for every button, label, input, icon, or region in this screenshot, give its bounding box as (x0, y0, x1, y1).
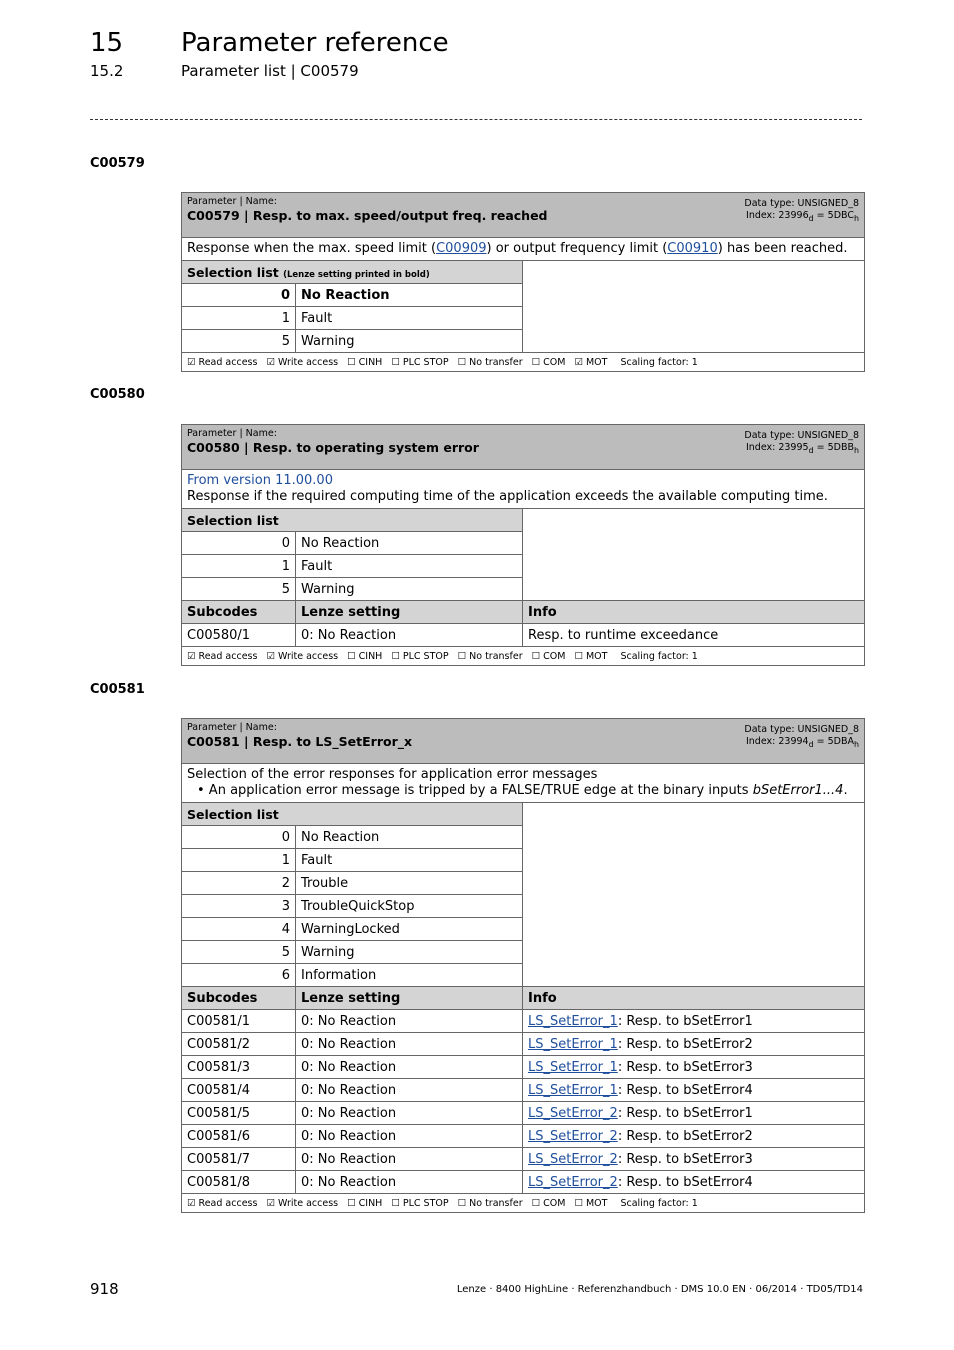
subcode: C00581/5 (182, 1102, 296, 1125)
selection-value: 1 (182, 849, 296, 872)
param-name-label: Parameter | Name: (187, 196, 277, 207)
selection-label: Fault (296, 555, 523, 578)
lenze-setting: 0: No Reaction (296, 1102, 523, 1125)
subcodes-header: Subcodes Lenze setting Info (182, 601, 865, 624)
subcode: C00581/3 (182, 1056, 296, 1079)
empty-cell (523, 803, 865, 987)
subcode: C00581/1 (182, 1010, 296, 1033)
param-description: Selection of the error responses for application error messages • An application error message is tripped by a FALSE/TRUE edge at the binary inputs bSetError1...4. (182, 764, 865, 803)
lenze-setting: 0: No Reaction (296, 1148, 523, 1171)
subcode-row (182, 1125, 865, 1148)
subcode: C00581/7 (182, 1148, 296, 1171)
subcode: C00581/8 (182, 1171, 296, 1194)
subcode: C00581/2 (182, 1033, 296, 1056)
chapter-number: 15 (90, 28, 124, 58)
subcode: C00580/1 (182, 624, 296, 647)
selection-value: 1 (182, 307, 296, 330)
index-hex: 5DBC (827, 210, 854, 221)
empty-cell (523, 261, 865, 353)
selection-note: (Lenze setting printed in bold) (283, 269, 430, 280)
param-name: C00579 | Resp. to max. speed/output freq. reached (187, 208, 548, 223)
access-footer: ☑ Read access ☑ Write access ☐ CINH ☐ PLC STOP ☐ No transfer ☐ COM ☐ MOT Scaling factor: 1 (182, 647, 865, 666)
chapter-title: Parameter reference (181, 28, 449, 58)
selection-label: TroubleQuickStop (296, 895, 523, 918)
selection-label: Fault (296, 849, 523, 872)
param-header (182, 193, 865, 238)
param-name-label: Parameter | Name: (187, 428, 277, 439)
description-bullet: • An application error message is tripped by a FALSE/TRUE edge at the binary inputs bSetError1...4. (197, 783, 848, 798)
selection-label: Warning (296, 941, 523, 964)
lenze-setting: 0: No Reaction (296, 1010, 523, 1033)
param-header (182, 425, 865, 470)
subcode-info: LS_SetError_2: Resp. to bSetError2 (523, 1125, 865, 1148)
selection-label: WarningLocked (296, 918, 523, 941)
selection-value: 3 (182, 895, 296, 918)
selection-list-header: Selection list (182, 803, 523, 826)
selection-label: Information (296, 964, 523, 987)
subcode-info: LS_SetError_2: Resp. to bSetError3 (523, 1148, 865, 1171)
selection-list-header: Selection list (Lenze setting printed in bold) (182, 261, 523, 284)
subcode: C00581/4 (182, 1079, 296, 1102)
selection-label: Trouble (296, 872, 523, 895)
ls-seterror-link[interactable]: LS_SetError_1 (528, 1082, 618, 1098)
selection-label: No Reaction (296, 826, 523, 849)
ls-seterror-link[interactable]: LS_SetError_2 (528, 1105, 618, 1121)
subcode-info: LS_SetError_1: Resp. to bSetError2 (523, 1033, 865, 1056)
data-type-info: Data type: UNSIGNED_8 Index: $23995_d = 5DBB_h$ (744, 430, 860, 455)
section-number: 15.2 (90, 62, 124, 80)
lenze-setting: 0: No Reaction (296, 1033, 523, 1056)
param-heading: C00580 (90, 387, 145, 402)
empty-cell (523, 509, 865, 601)
index-hex: 5DBA (827, 736, 855, 747)
ls-seterror-link[interactable]: LS_SetError_1 (528, 1036, 618, 1052)
link-c00909[interactable]: C00909 (436, 241, 487, 256)
access-footer: ☑ Read access ☑ Write access ☐ CINH ☐ PLC STOP ☐ No transfer ☐ COM ☐ MOT Scaling factor: 1 (182, 1194, 865, 1213)
subcode-info: Resp. to runtime exceedance (523, 624, 865, 647)
param-heading: C00581 (90, 682, 145, 697)
selection-value: 6 (182, 964, 296, 987)
selection-label: Fault (296, 307, 523, 330)
selection-value: 4 (182, 918, 296, 941)
param-description: From version 11.00.00 Response if the required computing time of the application exceeds the available computing time. (182, 470, 865, 509)
selection-value: 0 (182, 826, 296, 849)
selection-value: 5 (182, 330, 296, 353)
ls-seterror-link[interactable]: LS_SetError_1 (528, 1013, 618, 1029)
document-footer: Lenze · 8400 HighLine · Referenzhandbuch · DMS 10.0 EN · 06/2014 · TD05/TD14 (456, 1284, 863, 1295)
lenze-setting: 0: No Reaction (296, 1171, 523, 1194)
page-number: 918 (90, 1280, 119, 1298)
selection-label: No Reaction (296, 532, 523, 555)
param-table-c00579 (181, 192, 865, 372)
lenze-setting: 0: No Reaction (296, 1056, 523, 1079)
subcode-row (182, 624, 865, 647)
subcode-row (182, 1102, 865, 1125)
data-type-info: Data type: UNSIGNED_8 Index: $23994_d = 5DBA_h$ (744, 724, 860, 749)
lenze-setting: 0: No Reaction (296, 1125, 523, 1148)
param-table-c00581 (181, 718, 865, 1213)
param-heading: C00579 (90, 156, 145, 171)
selection-list-header: Selection list (182, 509, 523, 532)
subcodes-header: Subcodes Lenze setting Info (182, 987, 865, 1010)
index-decimal: 23996 (778, 210, 809, 221)
selection-value: 0 (182, 284, 296, 307)
ls-seterror-link[interactable]: LS_SetError_2 (528, 1174, 618, 1190)
subcode-info: LS_SetError_1: Resp. to bSetError1 (523, 1010, 865, 1033)
selection-value: 5 (182, 578, 296, 601)
subcode-info: LS_SetError_2: Resp. to bSetError1 (523, 1102, 865, 1125)
ls-seterror-link[interactable]: LS_SetError_2 (528, 1128, 618, 1144)
subcode-row (182, 1148, 865, 1171)
version-note: From version 11.00.00 (187, 473, 333, 488)
subcode-info: LS_SetError_1: Resp. to bSetError4 (523, 1079, 865, 1102)
param-description: Response when the max. speed limit (C00909) or output frequency limit (C00910) has been reached. (182, 238, 865, 261)
subcode-row (182, 1010, 865, 1033)
subcode-row (182, 1079, 865, 1102)
param-name: C00580 | Resp. to operating system error (187, 440, 479, 455)
selection-label: Warning (296, 578, 523, 601)
ls-seterror-link[interactable]: LS_SetError_1 (528, 1059, 618, 1075)
lenze-setting: 0: No Reaction (296, 1079, 523, 1102)
access-footer: ☑ Read access ☑ Write access ☐ CINH ☐ PLC STOP ☐ No transfer ☐ COM ☑ MOT Scaling factor: 1 (182, 353, 865, 372)
subcode-row (182, 1056, 865, 1079)
index-decimal: 23995 (778, 442, 809, 453)
index-decimal: 23994 (778, 736, 809, 747)
param-name-label: Parameter | Name: (187, 722, 277, 733)
param-header (182, 719, 865, 764)
header-divider (90, 119, 862, 120)
param-table-c00580 (181, 424, 865, 666)
selection-value: 2 (182, 872, 296, 895)
selection-value: 5 (182, 941, 296, 964)
lenze-setting: 0: No Reaction (296, 624, 523, 647)
param-name: C00581 | Resp. to LS_SetError_x (187, 734, 413, 749)
section-title: Parameter list | C00579 (181, 62, 359, 80)
subcode-row (182, 1033, 865, 1056)
data-type-info: Data type: UNSIGNED_8 Index: $23996_d = 5DBC_h$ (744, 198, 860, 223)
subcode-row (182, 1171, 865, 1194)
selection-value: 1 (182, 555, 296, 578)
selection-label: Warning (296, 330, 523, 353)
ls-seterror-link[interactable]: LS_SetError_2 (528, 1151, 618, 1167)
index-hex: 5DBB (827, 442, 855, 453)
subcode-info: LS_SetError_1: Resp. to bSetError3 (523, 1056, 865, 1079)
link-c00910[interactable]: C00910 (667, 241, 718, 256)
selection-value: 0 (182, 532, 296, 555)
subcode-info: LS_SetError_2: Resp. to bSetError4 (523, 1171, 865, 1194)
selection-label: No Reaction (296, 284, 523, 307)
subcode: C00581/6 (182, 1125, 296, 1148)
